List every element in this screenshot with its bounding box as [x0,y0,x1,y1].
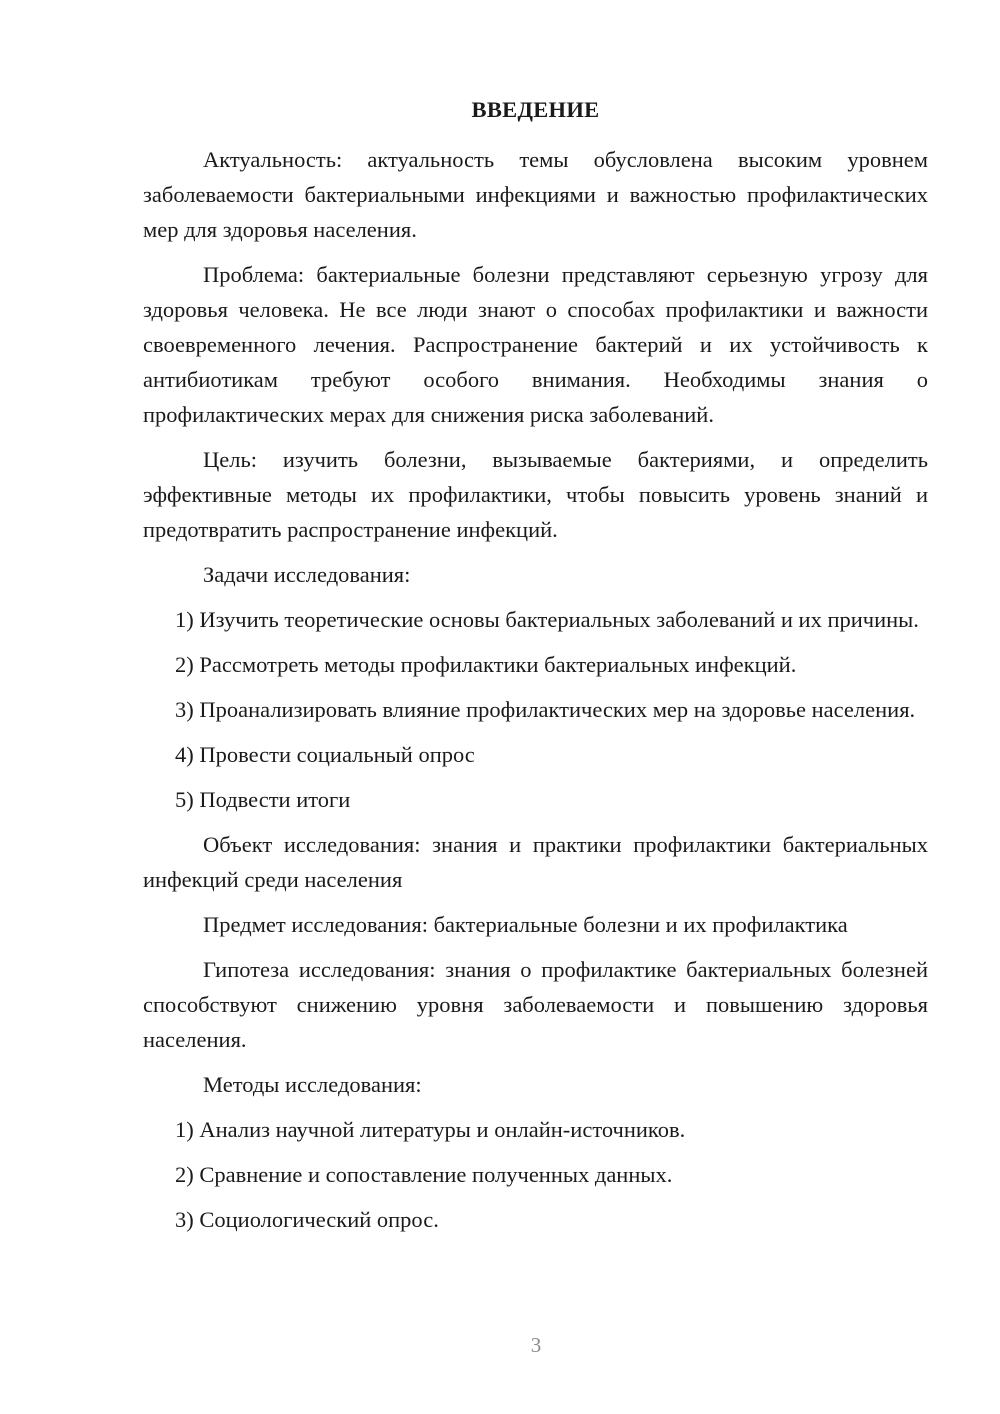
relevance-paragraph: Актуальность: актуальность темы обусловлена высоким уровнем заболеваемости бактериальными инфекциями и важностью профилактических мер для здоровья населения. [143,147,928,242]
task-item-1: 1) Изучить теоретические основы бактериальных заболеваний и их причины. [175,607,919,632]
task-item-2: 2) Рассмотреть методы профилактики бактериальных инфекций. [175,652,797,677]
methods-heading: Методы исследования: [203,1072,422,1097]
task-item-3: 3) Проанализировать влияние профилактических мер на здоровье населения. [175,697,916,722]
method-item-3: 3) Социологический опрос. [175,1207,439,1232]
page-number: 3 [530,1333,542,1357]
goal-paragraph: Цель: изучить болезни, вызываемые бактериями, и определить эффективные методы их профилактики, чтобы повысить уровень знаний и предотвратить распространение инфекций. [143,447,928,542]
hypothesis-paragraph: Гипотеза исследования: знания о профилактике бактериальных болезней способствуют снижению уровня заболеваемости и повышению здоровья населения. [143,957,928,1052]
task-item-4: 4) Провести социальный опрос [175,742,475,767]
document-page [143,95,928,1247]
problem-paragraph: Проблема: бактериальные болезни представляют серьезную угрозу для здоровья человека. Не все люди знают о способах профилактики и важности своевременного лечения. Распространение бактерий и их устойчивость к антибиотикам требуют особого внимания. Необходимы знания о профилактических мерах для снижения риска заболеваний. [143,262,928,427]
subject-paragraph: Предмет исследования: бактериальные болезни и их профилактика [203,912,848,937]
task-item-5: 5) Подвести итоги [175,787,351,812]
method-item-2: 2) Сравнение и сопоставление полученных данных. [175,1162,673,1187]
page-title: ВВЕДЕНИЕ [471,97,600,122]
object-paragraph: Объект исследования: знания и практики профилактики бактериальных инфекций среди населения [143,832,928,892]
tasks-heading: Задачи исследования: [203,562,411,587]
method-item-1: 1) Анализ научной литературы и онлайн-источников. [175,1117,686,1142]
